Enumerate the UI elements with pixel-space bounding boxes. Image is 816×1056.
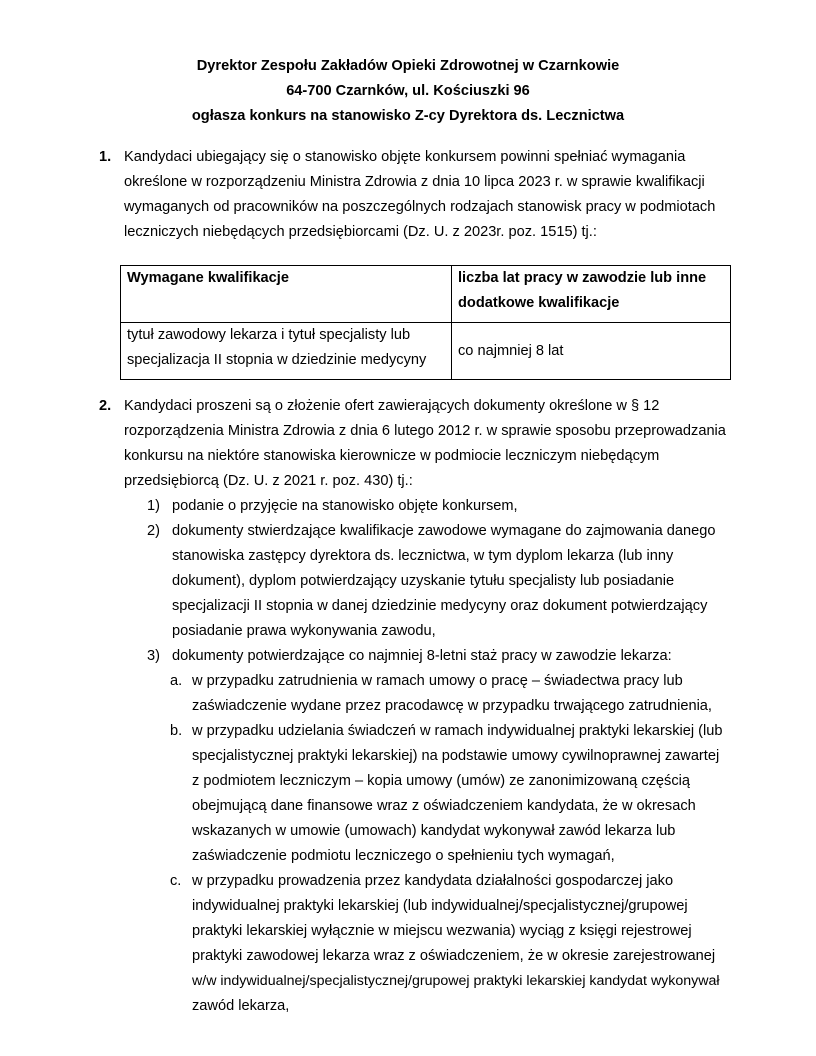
list-item-text: podanie o przyjęcie na stanowisko objęte konkursem, [172, 498, 518, 514]
table-cell-years [452, 323, 731, 380]
sub-item-letter: a. [170, 673, 183, 689]
list-item-text: dokumenty stwierdzające kwalifikacje zawodowe wymagane do zajmowania danego [172, 523, 716, 539]
sub-item-text: praktyki lekarskiej wyłącznie w miejscu wezwania) wyciąg z księgi rejestrowej [192, 923, 692, 939]
table-cell-line: specjalizacja II stopnia w dziedzinie medycyny [127, 352, 427, 368]
list-item-text: specjalizacji II stopnia w danej dziedzinie medycyny oraz dokument potwierdzający [172, 598, 708, 614]
sub-item-text: w/w indywidualnej/specjalistycznej/grupowej praktyki lekarskiej kandydat wykonywał [192, 973, 720, 989]
list-item-text: dokumenty potwierdzające co najmniej 8-letni staż pracy w zawodzie lekarza: [172, 648, 672, 664]
table-row [121, 323, 731, 380]
section-1-line: Kandydaci ubiegający się o stanowisko objęte konkursem powinni spełniać wymagania [124, 149, 686, 165]
section-1-number: 1. [99, 149, 112, 165]
header-title: Dyrektor Zespołu Zakładów Opieki Zdrowotnej w Czarnkowie [196, 58, 620, 74]
table-header-years-line: dodatkowe kwalifikacje [458, 295, 620, 311]
section-2-line: przedsiębiorcą (Dz. U. z 2021 r. poz. 430) tj.: [124, 473, 413, 489]
section-2-line: konkursu na niektóre stanowiska kierownicze w podmiocie leczniczym niebędącym [124, 448, 660, 464]
sub-item-text: w przypadku prowadzenia przez kandydata działalności gospodarczej jako [192, 873, 674, 889]
table-cell-line: tytuł zawodowy lekarza i tytuł specjalisty lub [127, 327, 411, 343]
section-2-number: 2. [99, 398, 112, 414]
sub-item-letter: c. [170, 873, 182, 889]
document-header [0, 54, 816, 129]
sub-item-text: zawód lekarza, [192, 998, 290, 1014]
section-1-text [124, 145, 744, 245]
sub-item-text: indywidualnej praktyki lekarskiej (lub indywidualnej/specjalistycznej/grupowej [192, 898, 688, 914]
section-2-text [124, 394, 744, 494]
sub-item-text: w przypadku udzielania świadczeń w ramach indywidualnej praktyki lekarskiej (lub [192, 723, 723, 739]
list-item-number: 3) [147, 648, 160, 664]
sub-item-letter: b. [170, 723, 183, 739]
section-2-line: rozporządzenia Ministra Zdrowia z dnia 6 lutego 2012 r. w sprawie sposobu przeprowadzania [124, 423, 726, 439]
sub-item-text: z podmiotem leczniczym – kopia umowy (umów) ze zanonimizowaną częścią [192, 773, 690, 789]
table-cell-years-text: co najmniej 8 lat [458, 342, 564, 359]
sub-item-text: zaświadczenie wydane przez pracodawcę w przypadku trwającego zatrudnienia, [192, 698, 712, 714]
section-1-line: wymaganych od pracowników na poszczególnych rodzajach stanowisk pracy w podmiotach [124, 199, 716, 215]
sub-item-text: wskazanych w umowie (umowach) kandydat wykonywał zawód lekarza lub [192, 823, 676, 839]
sub-item-text: obejmującą dane finansowe wraz z oświadczeniem kandydata, że w okresach [192, 798, 696, 814]
table-header-years [452, 266, 731, 323]
list-item-text: posiadanie prawa wykonywania zawodu, [172, 623, 436, 639]
sub-item-text: specjalistycznej praktyki lekarskiej) na podstawie umowy cywilnoprawnej zawartej [192, 748, 720, 764]
header-address: 64-700 Czarnków, ul. Kościuszki 96 [286, 83, 530, 99]
list-item-text: stanowiska zastępcy dyrektora ds. lecznictwa, w tym dyplom lekarza (lub inny [172, 548, 674, 564]
qualifications-table [120, 265, 731, 380]
sub-item-text: w przypadku zatrudnienia w ramach umowy o pracę – świadectwa pracy lub [192, 673, 683, 689]
table-cell-qualification [121, 323, 452, 380]
table-header-row [121, 266, 731, 323]
list-item-text: dokument), dyplom potwierdzający uzyskanie tytułu specjalisty lub posiadanie [172, 573, 675, 589]
sub-item-text: praktyki zawodowej lekarza wraz z oświadczeniem, że w okresie zarejestrowanej [192, 948, 716, 964]
table-header-years-line: liczba lat pracy w zawodzie lub inne [458, 270, 707, 286]
table-header-qualifications [121, 266, 452, 323]
table-header-qualifications-text: Wymagane kwalifikacje [127, 270, 289, 286]
sub-item-text: zaświadczenie podmiotu leczniczego o spełnieniu tych wymagań, [192, 848, 615, 864]
list-item-number: 2) [147, 523, 160, 539]
section-1-line: leczniczych niebędących przedsiębiorcami (Dz. U. z 2023r. poz. 1515) tj.: [124, 224, 597, 240]
header-announcement: ogłasza konkurs na stanowisko Z-cy Dyrektora ds. Lecznictwa [191, 108, 625, 124]
list-item-number: 1) [147, 498, 160, 514]
section-1-line: określone w rozporządzeniu Ministra Zdrowia z dnia 10 lipca 2023 r. w sprawie kwalifikacji [124, 174, 705, 190]
section-2-line: Kandydaci proszeni są o złożenie ofert zawierających dokumenty określone w § 12 [124, 398, 660, 414]
